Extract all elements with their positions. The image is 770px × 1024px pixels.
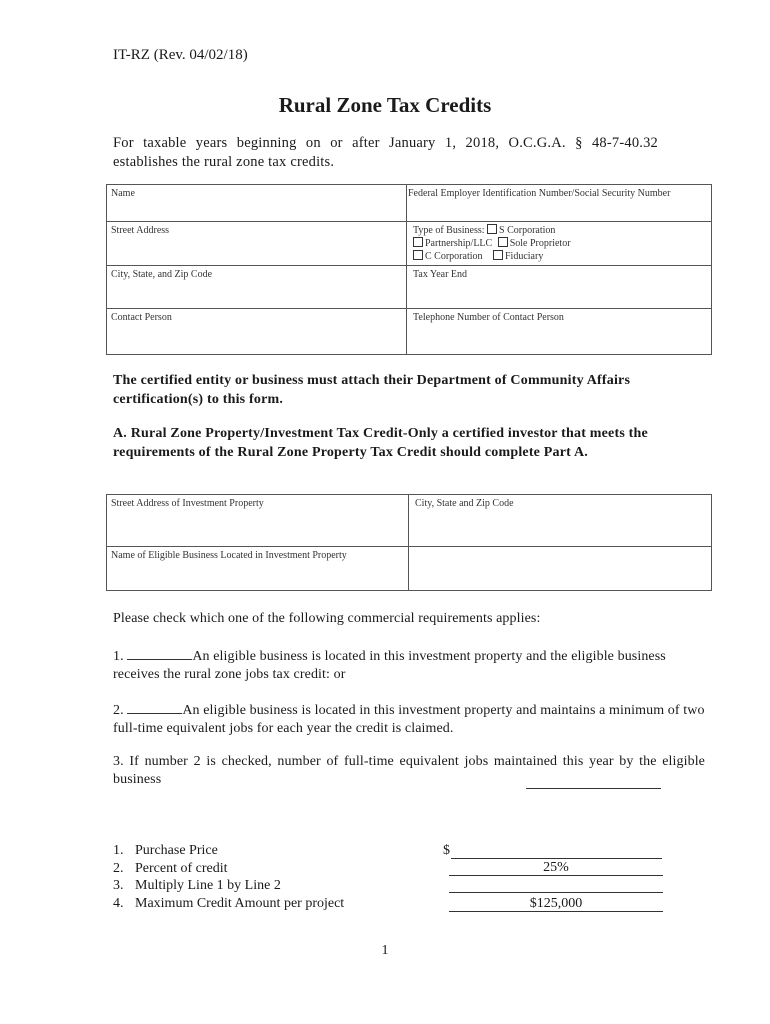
- line-item: 4. Maximum Credit Amount per project: [113, 895, 345, 911]
- sole-proprietor-checkbox[interactable]: [498, 237, 508, 247]
- max-credit-label: Maximum Credit Amount per project: [135, 895, 345, 911]
- fein-field[interactable]: [407, 185, 712, 222]
- property-street-label: Street Address of Investment Property: [111, 498, 264, 509]
- computation-lines: [113, 842, 344, 912]
- requirement-3-text: 3. If number 2 is checked, number of full-time equivalent jobs maintained this year by the eligible business: [113, 754, 705, 787]
- requirement-2-check-blank[interactable]: [127, 700, 182, 714]
- city-state-zip-label: City, State, and Zip Code: [111, 269, 213, 280]
- name-label: Name: [111, 188, 135, 199]
- page-number: 1: [381, 943, 389, 958]
- s-corp-label: S Corporation: [499, 225, 556, 236]
- s-corp-checkbox[interactable]: [487, 224, 497, 234]
- line-item: 3. Multiply Line 1 by Line 2: [113, 878, 281, 893]
- line-item: 2. Percent of credit: [113, 860, 228, 876]
- line-item: 1. Purchase Price: [113, 843, 218, 858]
- property-street-field[interactable]: [107, 495, 409, 547]
- partnership-label: Partnership/LLC: [425, 238, 493, 249]
- form-revision: IT-RZ (Rev. 04/02/18): [113, 47, 248, 63]
- partnership-checkbox[interactable]: [413, 237, 423, 247]
- fiduciary-label: Fiduciary: [505, 251, 544, 262]
- contact-phone-label: Telephone Number of Contact Person: [413, 312, 564, 323]
- tax-year-end-field[interactable]: [407, 266, 712, 309]
- max-credit-field: [449, 895, 663, 912]
- intro-text: For taxable years beginning on or after January 1, 2018, O.C.G.A. § 48-7-40.32 establishes the rural zone tax credits.: [113, 135, 658, 170]
- purchase-price-label: Purchase Price: [135, 843, 218, 858]
- requirement-1: [113, 646, 703, 684]
- street-address-field[interactable]: [107, 222, 407, 266]
- check-prompt: Please check which one of the following commercial requirements applies:: [113, 611, 541, 626]
- sole-proprietor-label: Sole Proprietor: [509, 238, 571, 249]
- investment-property-table: [106, 494, 712, 591]
- contact-person-label: Contact Person: [111, 312, 172, 323]
- entity-info-table: [106, 184, 712, 355]
- percent-of-credit-field: [449, 859, 663, 876]
- business-type-label: Type of Business:: [413, 225, 485, 236]
- line-3-result-field[interactable]: [449, 876, 663, 893]
- eligible-business-field[interactable]: [107, 547, 409, 591]
- dollar-sign: $: [443, 843, 450, 858]
- fein-label: Federal Employer Identification Number/Social Security Number: [408, 188, 671, 199]
- requirement-2-text: An eligible business is located in this investment property and maintains a minimum of two full-time equivalent jobs for each year the credit is claimed.: [113, 703, 705, 736]
- street-address-label: Street Address: [111, 225, 170, 236]
- name-field[interactable]: [107, 185, 407, 222]
- certification-note: The certified entity or business must attach their Department of Community Affairs certification(s) to this form.: [113, 373, 631, 407]
- page-title: Rural Zone Tax Credits: [278, 93, 492, 117]
- part-a-heading: A. Rural Zone Property/Investment Tax Credit-Only a certified investor that meets the requirements of the Rural Zone Property Tax Credit should complete Part A.: [113, 426, 648, 460]
- max-credit-value: $125,000: [529, 896, 583, 911]
- percent-value: 25%: [543, 860, 569, 875]
- fiduciary-checkbox[interactable]: [493, 250, 503, 260]
- requirement-1-text: An eligible business is located in this investment property and the eligible business receives the rural zone jobs tax credit: or: [113, 649, 666, 682]
- requirement-2: [113, 700, 718, 738]
- city-state-zip-field[interactable]: [107, 266, 407, 309]
- blank-cell: [409, 547, 712, 591]
- multiply-line-label: Multiply Line 1 by Line 2: [135, 878, 281, 893]
- contact-phone-field[interactable]: [407, 309, 712, 355]
- c-corp-label: C Corporation: [425, 251, 483, 262]
- c-corp-checkbox[interactable]: [413, 250, 423, 260]
- contact-person-field[interactable]: [107, 309, 407, 355]
- tax-year-end-label: Tax Year End: [413, 269, 468, 280]
- requirement-2-number: 2.: [113, 703, 124, 718]
- business-type-field: [407, 222, 712, 266]
- percent-of-credit-label: Percent of credit: [135, 860, 228, 876]
- requirement-1-check-blank[interactable]: [127, 646, 192, 660]
- property-city-field[interactable]: [409, 495, 712, 547]
- requirement-1-number: 1.: [113, 649, 124, 664]
- property-city-label: City, State and Zip Code: [415, 498, 514, 509]
- purchase-price-field[interactable]: [451, 842, 662, 859]
- eligible-business-label: Name of Eligible Business Located in Investment Property: [111, 550, 347, 561]
- fte-jobs-blank[interactable]: [526, 774, 661, 789]
